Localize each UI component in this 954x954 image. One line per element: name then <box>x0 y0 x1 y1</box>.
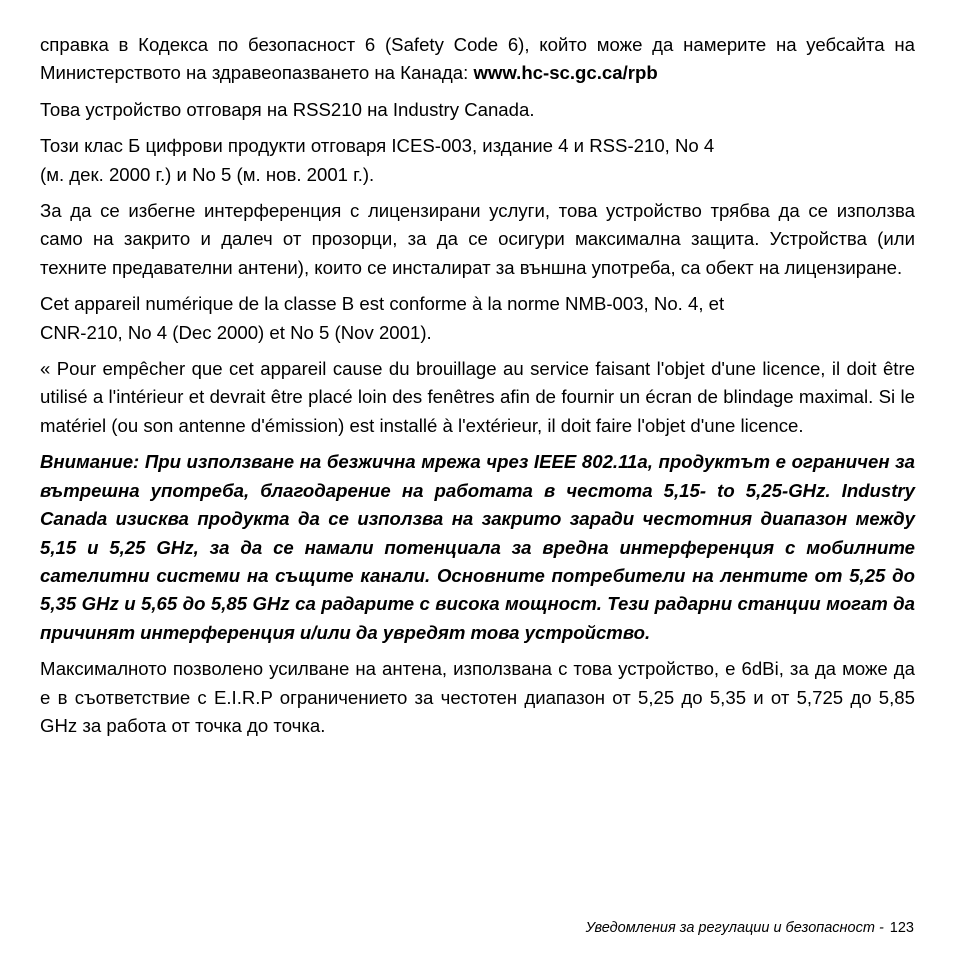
paragraph-interference-bg: За да се избегне интерференция с лицензирани услуги, това устройство трябва да се използва само на закрито и далеч от прозорци, за да се осигури максимална защита. Устройства (или техните предавателни антени), които се инсталират за външна употреба, са обект на лицензиране. <box>40 200 915 278</box>
safety-code-text: справка в Кодекса по безопасност 6 (Safety Code 6), който може да намерите на уебсайта на Министерството на здравеопазването на Канада: <box>40 34 915 84</box>
nmb003-line-1: Cet appareil numérique de la classe B est conforme à la norme NMB-003, No. 4, et <box>40 293 725 315</box>
paragraph-safety-code <box>40 31 915 88</box>
paragraph-ices003 <box>40 132 915 189</box>
footer-section-title: Уведомления за регулации и безопасност - <box>585 920 884 936</box>
paragraph-rss210: Това устройство отговаря на RSS210 на Industry Canada. <box>40 98 535 120</box>
paragraph-brouillage-fr: « Pour empêcher que cet appareil cause du brouillage au service faisant l'objet d'une licence, il doit être utilisé a l'intérieur et devrait être placé loin des fenêtres afin de fournir un écran de blindage maximal. Si le matériel (ou son antenne d'émission) est installé à l'extérieur, il doit faire l'objet d'une licence. <box>40 358 915 436</box>
paragraph-warning-80211a: Внимание: При използване на безжична мрежа чрез IEEE 802.11a, продуктът е ограничен за вътрешна употреба, благодарение на работата в честота 5,15- to 5,25-GHz. Industry Canada изисква продукта да се използва на закрито заради честотния диапазон между 5,15 и 5,25 GHz, за да се намали потенциала за вредна интерференция с мобилните сателитни системи на същите канали. Основните потребители на лентите от 5,25 до 5,35 GHz и 5,65 до 5,85 GHz са радарите с висока мощност. Тези радарни станции могат да причинят интерференция и/или да увредят това устройство. <box>40 451 915 643</box>
ices003-line-1: Този клас Б цифрови продукти отговаря ICES-003, издание 4 и RSS-210, No 4 <box>40 135 715 157</box>
document-body <box>40 31 915 748</box>
health-canada-url[interactable]: www.hc-sc.gc.ca/rpb <box>473 62 658 84</box>
page-number: 123 <box>889 920 914 936</box>
nmb003-line-2: CNR-210, No 4 (Dec 2000) et No 5 (Nov 2001). <box>40 321 432 343</box>
ices003-line-2: (м. дек. 2000 г.) и No 5 (м. нов. 2001 г.). <box>40 163 375 185</box>
page-footer <box>586 918 914 938</box>
paragraph-antenna-gain: Максималното позволено усилване на антена, използвана с това устройство, е 6dBi, за да може да е в съответствие с E.I.R.P ограничението за честотен диапазон от 5,25 до 5,35 и от 5,725 до 5,85 GHz за работа от точка до точка. <box>40 658 915 736</box>
paragraph-nmb003-fr <box>40 290 915 347</box>
